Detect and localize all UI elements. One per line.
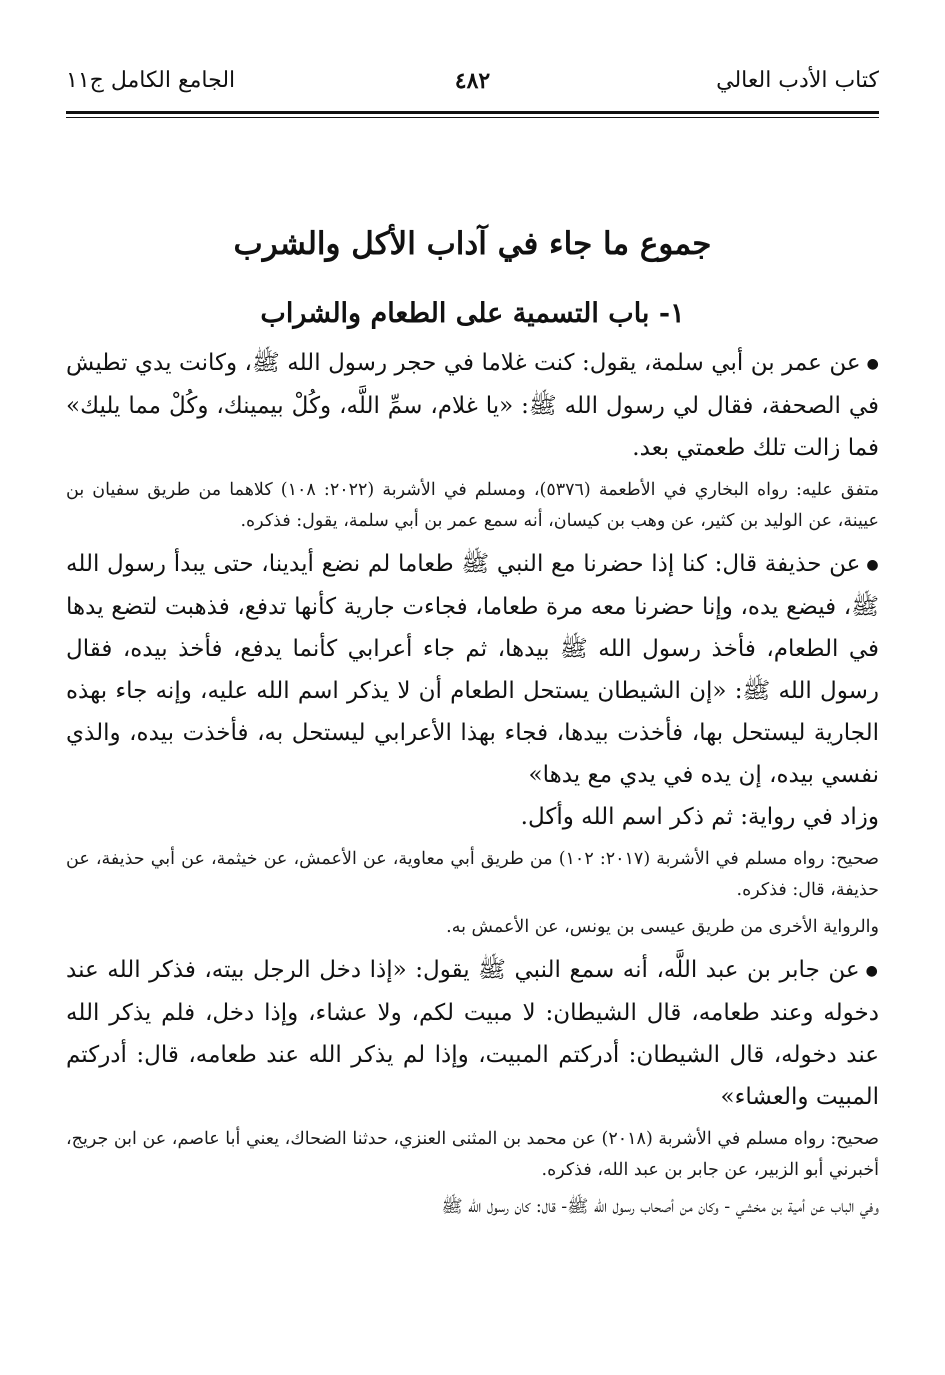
takhrij-note: وفي الباب عن أمية بن مخشي - وكان من أصحاب رسول الله ﷺ- قال: كان رسول الله ﷺ [441, 1197, 879, 1217]
hadith-text: عن جابر بن عبد اللَّه، أنه سمع النبي ﷺ يقول: «إذا دخل الرجل بيته، فذكر الله عند دخوله وعند طعامه، قال الشيطان: لا مبيت لكم، ولا عشاء، وإذا دخل، فلم يذكر الله عند دخوله، قال الشيطان: أدركتم المبيت، وإذا لم يذكر الله عند طعامه، قال: أدركتم المبيت والعشاء» [66, 957, 879, 1110]
section-title: جموع ما جاء في آداب الأكل والشرب [233, 226, 712, 262]
hadith-text: عن عمر بن أبي سلمة، يقول: كنت غلاما في حجر رسول الله ﷺ، وكانت يدي تطيش في الصحفة، فقال لي رسول الله ﷺ: «يا غلام، سمِّ اللَّه، وكُلْ بيمينك، وكُلْ مما يليك» فما زالت تلك طعمتي بعد. [66, 350, 879, 461]
takhrij-note: صحيح: رواه مسلم في الأشربة (٢٠١٧: ١٠٢) من طريق أبي معاوية، عن الأعمش، عن خيثمة، عن أبي حذيفة، عن حذيفة، قال: فذكره. [66, 849, 879, 900]
running-header [66, 62, 879, 102]
hadith-2 [66, 543, 879, 796]
chapter-heading: ١- باب التسمية على الطعام والشراب [260, 298, 685, 329]
page-number: ٤٨٢ [454, 68, 491, 94]
bullet-icon: ● [865, 963, 879, 979]
book-title: كتاب الأدب العالي [716, 68, 879, 93]
takhrij-note: صحيح: رواه مسلم في الأشربة (٢٠١٨) عن محمد بن المثنى العنزي، حدثنا الضحاك، يعني أبا عاصم، عن ابن جريج، أخبرني أبو الزبير، عن جابر بن عبد الله، فذكره. [66, 1129, 879, 1180]
takhrij-note: متفق عليه: رواه البخاري في الأطعمة (٥٣٧٦)، ومسلم في الأشربة (٢٠٢٢: ١٠٨) كلاهما من طريق سفيان بن عيينة، عن الوليد بن كثير، عن وهب بن كيسان، أنه سمع عمر بن أبي سلمة، يقول: فذكره. [66, 480, 879, 531]
bullet-icon: ● [866, 557, 880, 573]
header-rule-thick [66, 111, 879, 114]
volume-title: الجامع الكامل ج١١ [66, 68, 236, 93]
hadith-text: عن حذيفة قال: كنا إذا حضرنا مع النبي ﷺ طعاما لم نضع أيدينا، حتى يبدأ رسول الله ﷺ، فيضع يده، وإنا حضرنا معه مرة طعاما، فجاءت جارية كأنها تدفع، فذهبت لتضع يدها في الطعام، فأخذ رسول الله ﷺ بيدها، ثم جاء أعرابي كأنما يدفع، فأخذ بيده، فقال رسول الله ﷺ: «إن الشيطان يستحل الطعام أن لا يذكر اسم الله عليه، وإنه جاء بهذه الجارية ليستحل بها، فأخذت بيدها، فجاء بهذا الأعرابي ليستحل به، فأخذت بيده، والذي نفسي بيده، إن يده في يدي مع يدها» [66, 551, 879, 788]
page-body [66, 222, 879, 1229]
hadith-1 [66, 342, 879, 469]
bullet-icon: ● [866, 356, 879, 372]
addition-line: وزاد في رواية: ثم ذكر اسم الله وأكل. [520, 804, 879, 830]
header-rule-thin [66, 117, 879, 118]
takhrij-note: والرواية الأخرى من طريق عيسى بن يونس، عن الأعمش به. [446, 917, 879, 937]
hadith-3 [66, 949, 879, 1118]
